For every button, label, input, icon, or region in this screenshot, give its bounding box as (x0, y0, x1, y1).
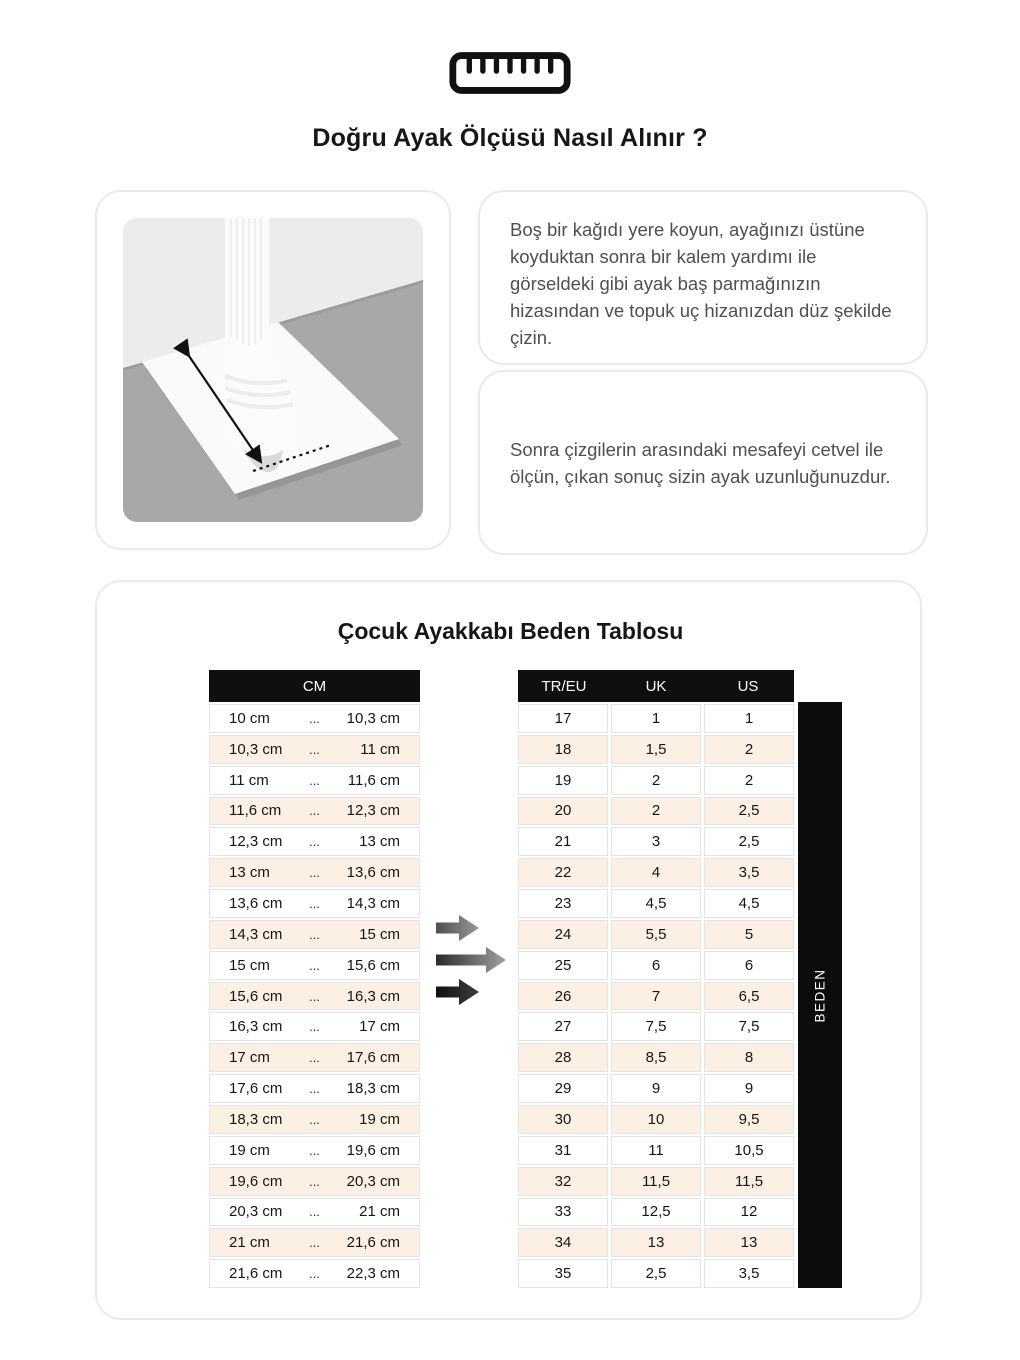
header-uk: UK (645, 677, 667, 695)
foot-measurement-photo (123, 218, 423, 522)
size-cell: 27 (518, 1012, 608, 1041)
cm-to-cell: 22,3 cm (346, 1265, 400, 1283)
table-row (209, 982, 420, 1011)
table-row (518, 797, 794, 826)
size-cell: 8,5 (611, 1043, 701, 1072)
page-title: Doğru Ayak Ölçüsü Nasıl Alınır ? (312, 124, 708, 152)
cm-table-rows (209, 704, 420, 1288)
cm-sep-cell: ... (309, 1173, 320, 1189)
size-cell: 2 (611, 797, 701, 826)
size-cell: 9 (611, 1074, 701, 1103)
cm-from-cell: 13,6 cm (229, 894, 283, 912)
cm-sep-cell: ... (309, 1019, 320, 1035)
measurement-photo-card (95, 190, 451, 550)
cm-to-cell: 19,6 cm (346, 1141, 400, 1159)
cm-from-cell: 14,3 cm (229, 925, 283, 943)
size-cell: 2,5 (611, 1259, 701, 1288)
size-table-card (95, 580, 922, 1320)
cm-sep-cell: ... (309, 895, 320, 911)
size-cell: 11 (611, 1136, 701, 1165)
table-row (209, 1043, 420, 1072)
size-cell: 33 (518, 1198, 608, 1227)
table-row (209, 735, 420, 764)
size-cell: 12,5 (611, 1198, 701, 1227)
size-cell: 2,5 (704, 827, 794, 856)
size-cell: 5,5 (611, 920, 701, 949)
instruction-step-2: Sonra çizgilerin arasındaki mesafeyi cetvel ile ölçün, çıkan sonuç sizin ayak uzunluğunuzdur. (510, 438, 891, 487)
cm-to-cell: 14,3 cm (346, 894, 400, 912)
cm-to-cell: 15,6 cm (346, 956, 400, 974)
size-cell: 4,5 (611, 889, 701, 918)
cm-sep-cell: ... (309, 1204, 320, 1220)
size-cell: 11,5 (611, 1167, 701, 1196)
shoe-size-table (518, 670, 794, 1288)
size-cell: 13 (611, 1228, 701, 1257)
size-cell: 9,5 (704, 1105, 794, 1134)
table-row (518, 951, 794, 980)
cm-to-cell: 18,3 cm (346, 1080, 400, 1098)
beden-side-label: BEDEN (798, 702, 842, 1288)
table-row (518, 1105, 794, 1134)
size-cell: 28 (518, 1043, 608, 1072)
table-row (518, 1012, 794, 1041)
cm-from-cell: 20,3 cm (229, 1203, 283, 1221)
cm-sep-cell: ... (309, 1266, 320, 1282)
table-row (209, 951, 420, 980)
table-row (209, 1074, 420, 1103)
cm-from-cell: 10 cm (229, 709, 270, 727)
cm-from-cell: 15 cm (229, 956, 270, 974)
size-table-rows (518, 704, 794, 1288)
table-row (209, 1105, 420, 1134)
size-cell: 24 (518, 920, 608, 949)
size-cell: 4,5 (704, 889, 794, 918)
size-cell: 13 (704, 1228, 794, 1257)
size-cell: 3,5 (704, 1259, 794, 1288)
cm-from-cell: 19,6 cm (229, 1172, 283, 1190)
size-cell: 21 (518, 827, 608, 856)
table-row (209, 920, 420, 949)
size-cell: 3,5 (704, 858, 794, 887)
instruction-card-2 (478, 370, 928, 555)
size-cell: 11,5 (704, 1167, 794, 1196)
size-cell: 2 (704, 735, 794, 764)
instruction-card-1 (478, 190, 928, 365)
size-cell: 6,5 (704, 982, 794, 1011)
cm-to-cell: 11,6 cm (347, 771, 400, 789)
table-row (518, 920, 794, 949)
conversion-arrows-icon (430, 912, 510, 1013)
cm-sep-cell: ... (309, 1235, 320, 1251)
cm-sep-cell: ... (309, 741, 320, 757)
table-row (518, 982, 794, 1011)
cm-from-cell: 17 cm (229, 1049, 270, 1067)
table-row (518, 889, 794, 918)
cm-from-cell: 11,6 cm (229, 802, 282, 820)
cm-sep-cell: ... (309, 834, 320, 850)
size-cell: 9 (704, 1074, 794, 1103)
cm-to-cell: 17,6 cm (346, 1049, 400, 1067)
table-row (209, 1136, 420, 1165)
table-row (209, 827, 420, 856)
instruction-step-1: Boş bir kağıdı yere koyun, ayağınızı üstüne koyduktan sonra bir kalem yardımı ile görseldeki gibi ayak baş parmağınızın hizasından ve topuk uç hizanızdan düz şekilde çizin. (510, 219, 892, 348)
table-row (518, 1074, 794, 1103)
cm-from-cell: 10,3 cm (229, 740, 283, 758)
cm-sep-cell: ... (309, 988, 320, 1004)
cm-table-header: CM (209, 670, 420, 702)
size-cell: 4 (611, 858, 701, 887)
size-cell: 5 (704, 920, 794, 949)
cm-sep-cell: ... (309, 1050, 320, 1066)
cm-to-cell: 15 cm (359, 925, 400, 943)
cm-sep-cell: ... (309, 865, 320, 881)
table-row (209, 858, 420, 887)
size-cell: 26 (518, 982, 608, 1011)
size-cell: 25 (518, 951, 608, 980)
table-row (518, 704, 794, 733)
cm-to-cell: 21 cm (359, 1203, 400, 1221)
cm-from-cell: 21,6 cm (229, 1265, 283, 1283)
size-table-title: Çocuk Ayakkabı Beden Tablosu (337, 618, 684, 644)
table-row (518, 1228, 794, 1257)
table-row (518, 1043, 794, 1072)
cm-sep-cell: ... (309, 803, 320, 819)
cm-range-table (209, 670, 420, 1288)
cm-to-cell: 20,3 cm (346, 1172, 400, 1190)
cm-sep-cell: ... (309, 772, 320, 788)
size-cell: 29 (518, 1074, 608, 1103)
size-cell: 1 (611, 704, 701, 733)
table-row (209, 1012, 420, 1041)
size-cell: 17 (518, 704, 608, 733)
table-row (209, 797, 420, 826)
size-cell: 2,5 (704, 797, 794, 826)
table-row (518, 735, 794, 764)
size-cell: 18 (518, 735, 608, 764)
cm-to-cell: 13,6 cm (346, 864, 400, 882)
cm-from-cell: 19 cm (229, 1141, 270, 1159)
table-row (518, 766, 794, 795)
size-cell: 32 (518, 1167, 608, 1196)
table-row (209, 889, 420, 918)
cm-sep-cell: ... (309, 1081, 320, 1097)
cm-to-cell: 16,3 cm (346, 987, 400, 1005)
cm-to-cell: 19 cm (359, 1110, 400, 1128)
table-row (518, 1198, 794, 1227)
size-table-header (518, 670, 794, 702)
size-cell: 6 (704, 951, 794, 980)
size-cell: 8 (704, 1043, 794, 1072)
table-row (209, 704, 420, 733)
table-row (518, 1136, 794, 1165)
cm-to-cell: 11 cm (360, 740, 400, 758)
cm-to-cell: 12,3 cm (346, 802, 400, 820)
size-cell: 19 (518, 766, 608, 795)
cm-from-cell: 15,6 cm (229, 987, 283, 1005)
size-cell: 1 (704, 704, 794, 733)
cm-from-cell: 18,3 cm (229, 1110, 283, 1128)
cm-from-cell: 11 cm (229, 771, 269, 789)
size-cell: 2 (611, 766, 701, 795)
header-us: US (737, 677, 759, 695)
table-row (209, 1198, 420, 1227)
size-cell: 1,5 (611, 735, 701, 764)
cm-to-cell: 10,3 cm (346, 709, 400, 727)
size-cell: 2 (704, 766, 794, 795)
cm-sep-cell: ... (309, 957, 320, 973)
table-row (518, 1167, 794, 1196)
table-row (209, 1167, 420, 1196)
size-cell: 23 (518, 889, 608, 918)
table-row (209, 1259, 420, 1288)
cm-to-cell: 21,6 cm (346, 1234, 400, 1252)
size-cell: 31 (518, 1136, 608, 1165)
cm-from-cell: 17,6 cm (229, 1080, 283, 1098)
size-cell: 7,5 (611, 1012, 701, 1041)
table-row (209, 766, 420, 795)
table-row (518, 1259, 794, 1288)
size-cell: 7 (611, 982, 701, 1011)
cm-from-cell: 12,3 cm (229, 833, 283, 851)
cm-to-cell: 17 cm (359, 1018, 400, 1036)
size-cell: 6 (611, 951, 701, 980)
header-tr-eu: TR/EU (541, 677, 587, 695)
size-cell: 3 (611, 827, 701, 856)
table-row (518, 858, 794, 887)
size-cell: 10,5 (704, 1136, 794, 1165)
cm-to-cell: 13 cm (359, 833, 400, 851)
ruler-icon (0, 50, 1020, 101)
cm-sep-cell: ... (309, 926, 320, 942)
size-cell: 12 (704, 1198, 794, 1227)
cm-sep-cell: ... (309, 1142, 320, 1158)
cm-sep-cell: ... (309, 1111, 320, 1127)
cm-sep-cell: ... (309, 710, 320, 726)
size-cell: 7,5 (704, 1012, 794, 1041)
size-cell: 20 (518, 797, 608, 826)
size-cell: 22 (518, 858, 608, 887)
cm-from-cell: 13 cm (229, 864, 270, 882)
cm-from-cell: 16,3 cm (229, 1018, 283, 1036)
cm-from-cell: 21 cm (229, 1234, 270, 1252)
size-cell: 30 (518, 1105, 608, 1134)
size-cell: 35 (518, 1259, 608, 1288)
table-row (209, 1228, 420, 1257)
table-row (518, 827, 794, 856)
size-cell: 34 (518, 1228, 608, 1257)
size-cell: 10 (611, 1105, 701, 1134)
